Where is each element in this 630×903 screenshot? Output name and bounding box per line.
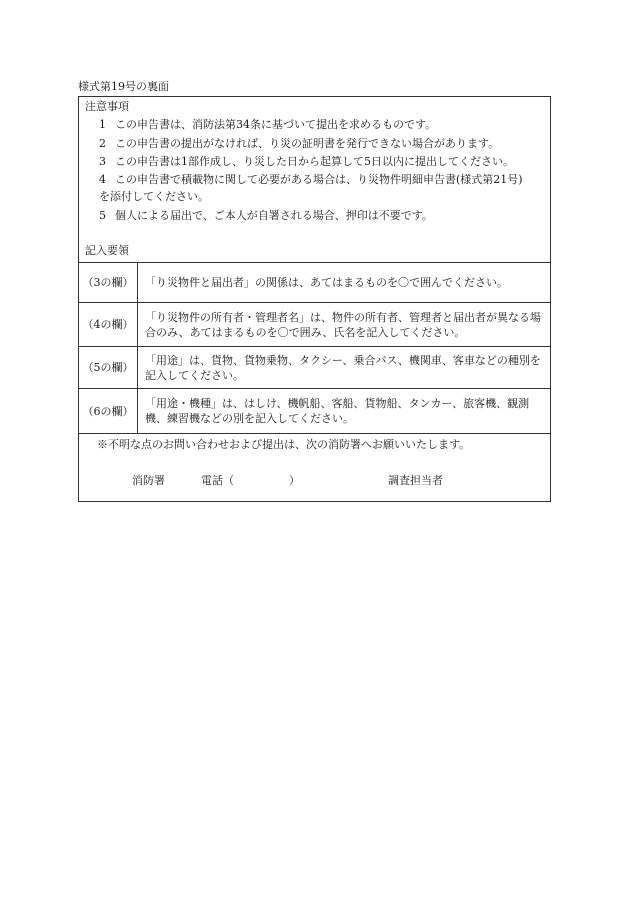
note-item-4-continuation: を添付してください。 [99, 190, 209, 203]
guide-heading: 記入要領 [85, 244, 129, 257]
table-row [79, 389, 551, 434]
note-text: この申告書は、消防法第34条に基づいて提出を求めるものです。 [115, 118, 437, 131]
note-text: この申告書で積載物に関して必要がある場合は、り災物件明細申告書(様式第21号) [115, 173, 523, 186]
note-text: この申告書は1部作成し、り災した日から起算して5日以内に提出してください。 [115, 155, 514, 168]
field-label: （3の欄） [79, 263, 138, 303]
notes-heading: 注意事項 [85, 100, 129, 113]
field-instruction: 「用途・機種」は、はしけ、機帆船、客船、貨物船、タンカー、旅客機、観測機、練習機などの別を記入してください。 [138, 389, 551, 434]
form-box [78, 96, 551, 502]
note-text: 個人による届出で、ご本人が自署される場合、押印は不要です。 [115, 209, 433, 222]
table-row [79, 347, 551, 389]
note-number: 2 [99, 137, 106, 150]
table-row [79, 303, 551, 347]
note-number: 5 [99, 209, 106, 222]
guide-table [78, 262, 551, 434]
fire-station-label: 消防署 [132, 474, 165, 487]
field-instruction: 「用途」は、貨物、貨物乗物、タクシー、乗合バス、機関車、客車などの種別を記入してください。 [138, 347, 551, 389]
note-number: 1 [99, 118, 106, 131]
investigator-label: 調査担当者 [388, 474, 443, 487]
field-label: （6の欄） [79, 389, 138, 434]
field-label: （5の欄） [79, 347, 138, 389]
note-number: 4 [99, 173, 106, 186]
field-instruction: 「り災物件と届出者」の関係は、あてはまるものを〇で囲んでください。 [138, 263, 551, 303]
note-number: 3 [99, 155, 106, 168]
note-text: この申告書の提出がなければ、り災の証明書を発行できない場合があります。 [115, 137, 500, 150]
phone-label: 電話（ ） [201, 474, 300, 487]
form-title: 様式第19号の裏面 [78, 80, 169, 93]
inquiry-note: ※不明な点のお問い合わせおよび提出は、次の消防署へお願いいたします。 [97, 438, 471, 451]
field-instruction: 「り災物件の所有者・管理者名」は、物件の所有者、管理者と届出者が異なる場合のみ、あてはまるものを〇で囲み、氏名を記入してください。 [138, 303, 551, 347]
field-label: （4の欄） [79, 303, 138, 347]
table-row [79, 263, 551, 303]
